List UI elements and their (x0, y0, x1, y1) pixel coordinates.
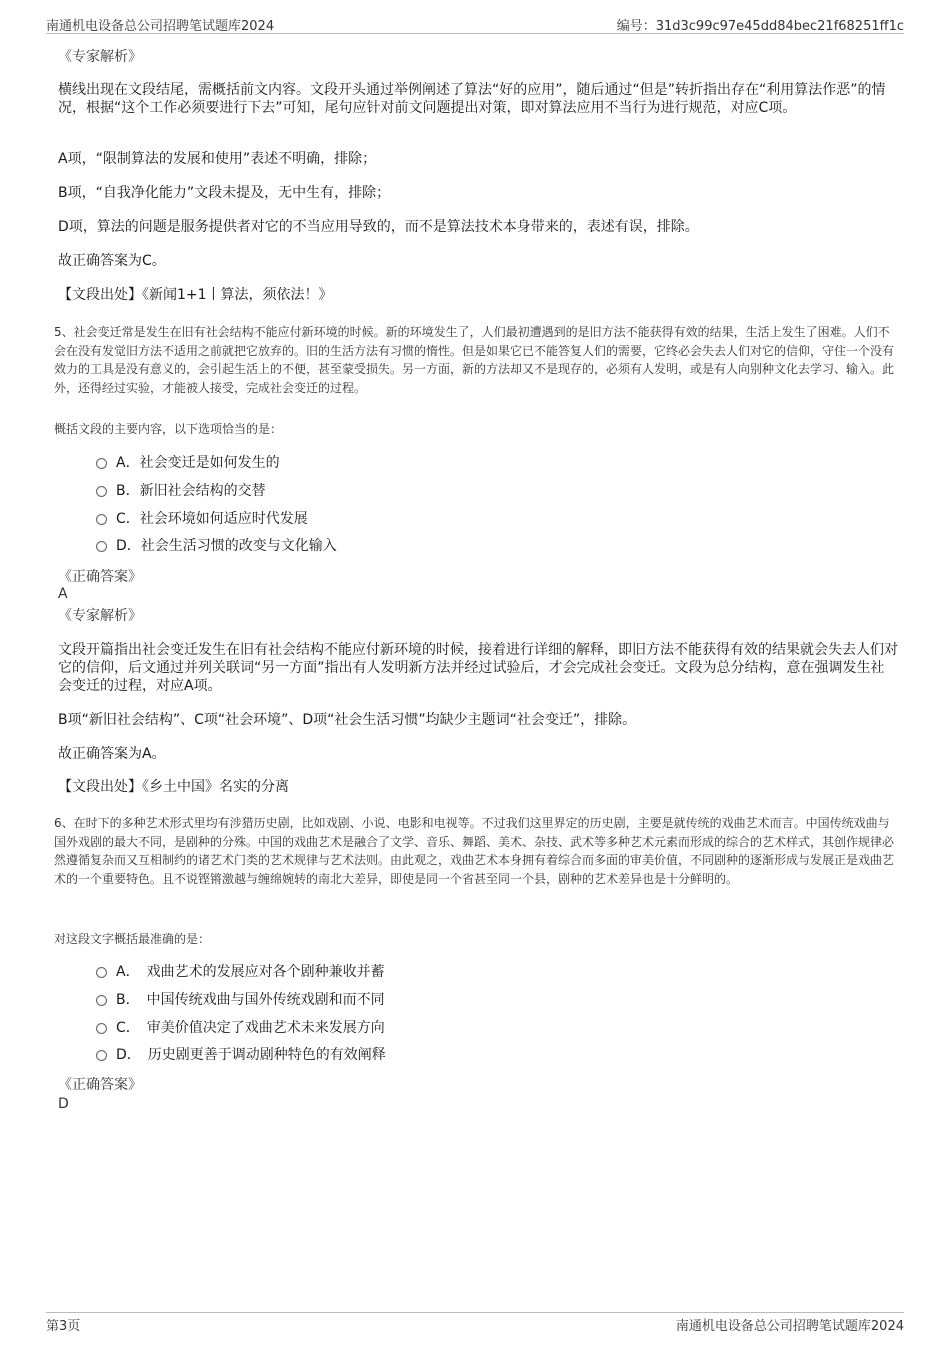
option-label: B．新旧社会结构的交替 (116, 483, 266, 499)
option-label: C．社会环境如何适应时代发展 (116, 511, 308, 527)
q4-source: 【文段出处】《新闻1+1丨算法，须依法！》 (58, 287, 333, 303)
footer-title: 南通机电设备总公司招聘笔试题库2024 (675, 1319, 904, 1334)
radio-icon[interactable] (96, 541, 107, 552)
q5-option-b[interactable] (96, 482, 266, 500)
q5-answer-label: 《正确答案》 (58, 569, 142, 585)
header-serial: 编号：31d3c99c97e45dd84bec21f68251ff1c (616, 19, 904, 34)
q5-option-c[interactable] (96, 510, 308, 528)
option-label: D．社会生活习惯的改变与文化输入 (116, 538, 337, 554)
radio-icon[interactable] (96, 995, 107, 1006)
q4-analysis-p1: 横线出现在文段结尾，需概括前文内容。文段开头通过举例阐述了算法“好的应用”，随后通过“但是”转折指出存在“利用算法作恶”的情况，根据“这个工作必须要进行下去”可知，尾句应针对前文问题提出对策，即对算法应用不当行为进行规范，对应C项。 (58, 82, 886, 116)
option-label: D． 历史剧更善于调动剧种特色的有效阐释 (116, 1047, 386, 1063)
q5-analysis-label: 《专家解析》 (58, 608, 142, 624)
radio-icon[interactable] (96, 1050, 107, 1061)
header-divider (46, 33, 904, 34)
q6-option-c[interactable] (96, 1019, 385, 1037)
q4-analysis-p4: D项，算法的问题是服务提供者对它的不当应用导致的，而不是算法技术本身带来的，表述有误，排除。 (58, 219, 699, 235)
q4-analysis-p3: B项，“自我净化能力”文段未提及，无中生有，排除； (58, 185, 391, 201)
footer-divider (46, 1312, 904, 1313)
radio-icon[interactable] (96, 458, 107, 469)
q4-analysis-p2: A项，“限制算法的发展和使用”表述不明确，排除； (58, 151, 377, 167)
radio-icon[interactable] (96, 486, 107, 497)
option-label: C． 审美价值决定了戏曲艺术未来发展方向 (116, 1020, 385, 1036)
q5-question: 概括文段的主要内容，以下选项恰当的是： (54, 422, 283, 436)
q6-question: 对这段文字概括最准确的是： (54, 932, 211, 946)
header-title: 南通机电设备总公司招聘笔试题库2024 (46, 19, 275, 34)
q4-analysis-p5: 故正确答案为C。 (58, 253, 166, 269)
option-label: B． 中国传统戏曲与国外传统戏剧和而不同 (116, 992, 385, 1008)
q5-analysis-p2: B项“新旧社会结构”、C项“社会环境”、D项“社会生活习惯”均缺少主题词“社会变迁”，排除。 (58, 712, 637, 728)
q6-option-d[interactable] (96, 1046, 386, 1064)
q6-option-a[interactable] (96, 963, 385, 981)
option-label: A． 戏曲艺术的发展应对各个剧种兼收并蓄 (116, 964, 385, 980)
radio-icon[interactable] (96, 967, 107, 978)
q6-option-b[interactable] (96, 991, 385, 1009)
option-label: A．社会变迁是如何发生的 (116, 455, 280, 471)
q5-stem: 5、社会变迁常是发生在旧有社会结构不能应付新环境的时候。新的环境发生了，人们最初遭遇到的是旧方法不能获得有效的结果，生活上发生了困难。人们不会在没有发觉旧方法不适用之前就把它放弃的。旧的生活方法有习惯的惰性。但是如果它已不能答复人们的需要，它终必会失去人们对它的信仰，守住一个没有效力的工具是没有意义的，会引起生活上的不便，甚至蒙受损失。另一方面，新的方法却又不是现存的，必须有人发明，或是有人向别种文化去学习、输入。此外，还得经过实验，才能被人接受，完成社会变迁的过程。 (54, 325, 895, 395)
q6-stem: 6、在时下的多种艺术形式里均有涉猎历史剧，比如戏剧、小说、电影和电视等。不过我们这里界定的历史剧，主要是就传统的戏曲艺术而言。中国传统戏曲与国外戏剧的最大不同，是剧种的分殊。中国的戏曲艺术是融合了文学、音乐、舞蹈、美术、杂技、武术等多种艺术元素而形成的综合的艺术样式，其创作规律必然遵循复杂而又互相制约的诸艺术门类的艺术规律与艺术法则。由此观之，戏曲艺术本身拥有着综合而多面的审美价值，不同剧种的逐渐形成与发展正是戏曲艺术的一个重要特色。且不说铿锵激越与缠绵婉转的南北大差异，即使是同一个省甚至同一个县，剧种的艺术差异也是十分鲜明的。 (54, 816, 895, 886)
q5-answer: A (58, 586, 68, 602)
q4-analysis-label: 《专家解析》 (58, 49, 142, 65)
q6-answer: D (58, 1096, 69, 1112)
q5-analysis-p3: 故正确答案为A。 (58, 746, 166, 762)
footer-page-number: 第3页 (46, 1319, 81, 1334)
radio-icon[interactable] (96, 514, 107, 525)
q5-source: 【文段出处】《乡土中国》名实的分离 (58, 779, 289, 795)
page-header (0, 0, 950, 34)
q5-option-d[interactable] (96, 537, 337, 555)
radio-icon[interactable] (96, 1023, 107, 1034)
q5-analysis-p1: 文段开篇指出社会变迁发生在旧有社会结构不能应付新环境的时候，接着进行详细的解释，即旧方法不能获得有效的结果就会失去人们对它的信仰，后文通过并列关联词“另一方面”指出有人发明新方法并经过试验后，才会完成社会变迁。文段为总分结构，意在强调发生社会变迁的过程，对应A项。 (58, 642, 898, 694)
q5-option-a[interactable] (96, 454, 280, 472)
q6-answer-label: 《正确答案》 (58, 1077, 142, 1093)
